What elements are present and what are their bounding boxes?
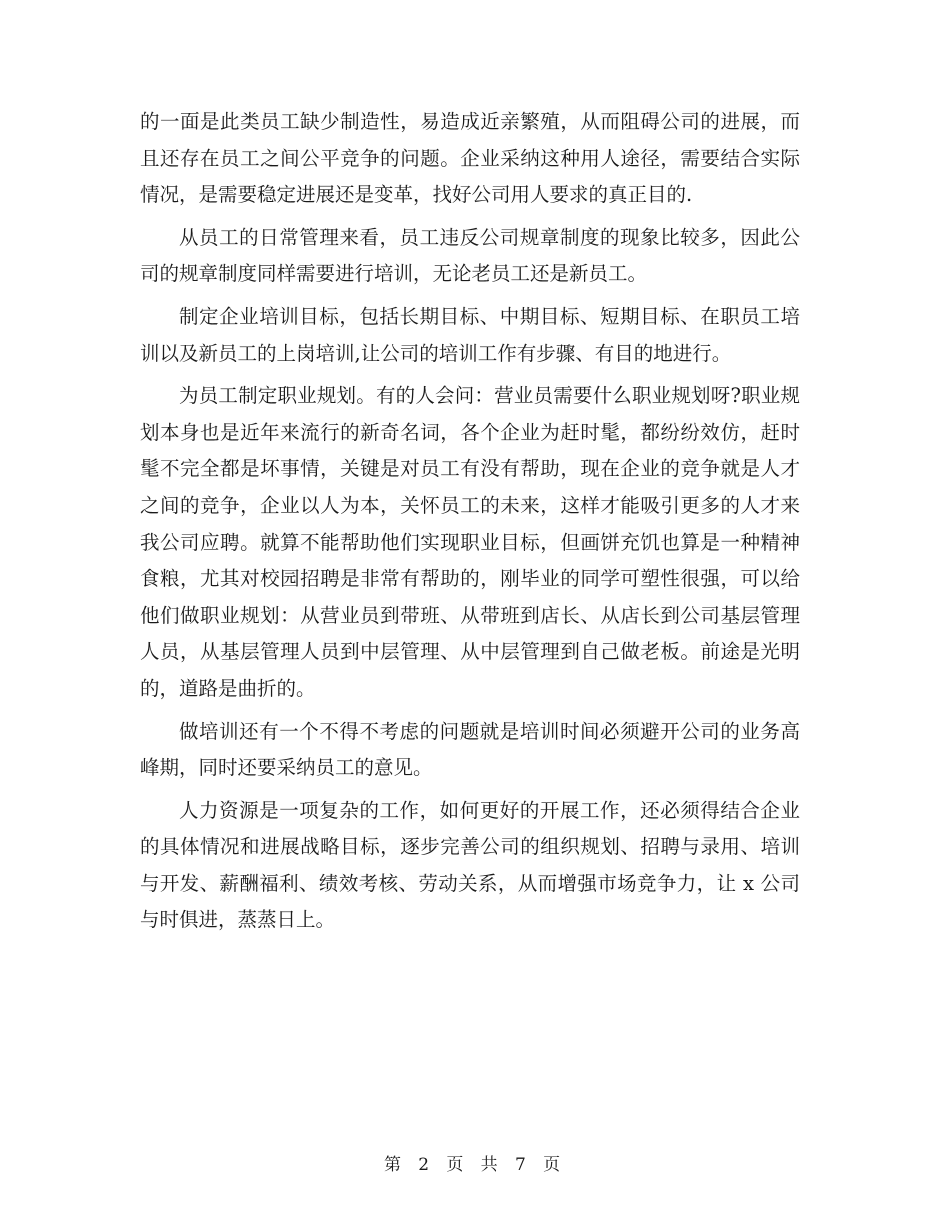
paragraph-4: 为员工制定职业规划。有的人会问：营业员需要什么职业规划呀?职业规划本身也是近年来流行的新奇名词，各个企业为赶时髦，都纷纷效仿，赶时髦不完全都是坏事情，关键是对员工有没有帮助，现在企业的竞争就是人才之间的竞争，企业以人为本，关怀员工的未来，这样才能吸引更多的人才来我公司应聘。就算不能帮助他们实现职业目标，但画饼充饥也算是一种精神食粮，尤其对校园招聘是非常有帮助的，刚毕业的同学可塑性很强，可以给他们做职业规划：从营业员到带班、从带班到店长、从店长到公司基层管理人员，从基层管理人员到中层管理、从中层管理到自己做老板。前途是光明的，道路是曲折的。 (140, 384, 800, 700)
paragraph-6: 人力资源是一项复杂的工作，如何更好的开展工作，还必须得结合企业的具体情况和进展战略目标，逐步完善公司的组织规划、招聘与录用、培训与开发、薪酬福利、绩效考核、劳动关系，从而增强市场竞争力，让 x 公司与时俱进，蒸蒸日上。 (140, 798, 800, 932)
page-number-label: 第 2 页 共 7 页 (383, 1155, 567, 1175)
paragraph-1: 的一面是此类员工缺少制造性，易造成近亲繁殖，从而阻碍公司的进展，而且还存在员工之间公平竞争的问题。企业采纳这种用人途径，需要结合实际情况，是需要稳定进展还是变革，找好公司用人要求的真正目的. (140, 110, 800, 207)
page-footer (0, 1150, 950, 1175)
paragraph-2: 从员工的日常管理来看，员工违反公司规章制度的现象比较多，因此公司的规章制度同样需要进行培训，无论老员工还是新员工。 (140, 225, 800, 286)
paragraph-3: 制定企业培训目标，包括长期目标、中期目标、短期目标、在职员工培训以及新员工的上岗培训,让公司的培训工作有步骤、有目的地进行。 (140, 304, 800, 365)
paragraph-5: 做培训还有一个不得不考虑的问题就是培训时间必须避开公司的业务高峰期，同时还要采纳员工的意见。 (140, 719, 800, 780)
document-body (140, 104, 800, 945)
